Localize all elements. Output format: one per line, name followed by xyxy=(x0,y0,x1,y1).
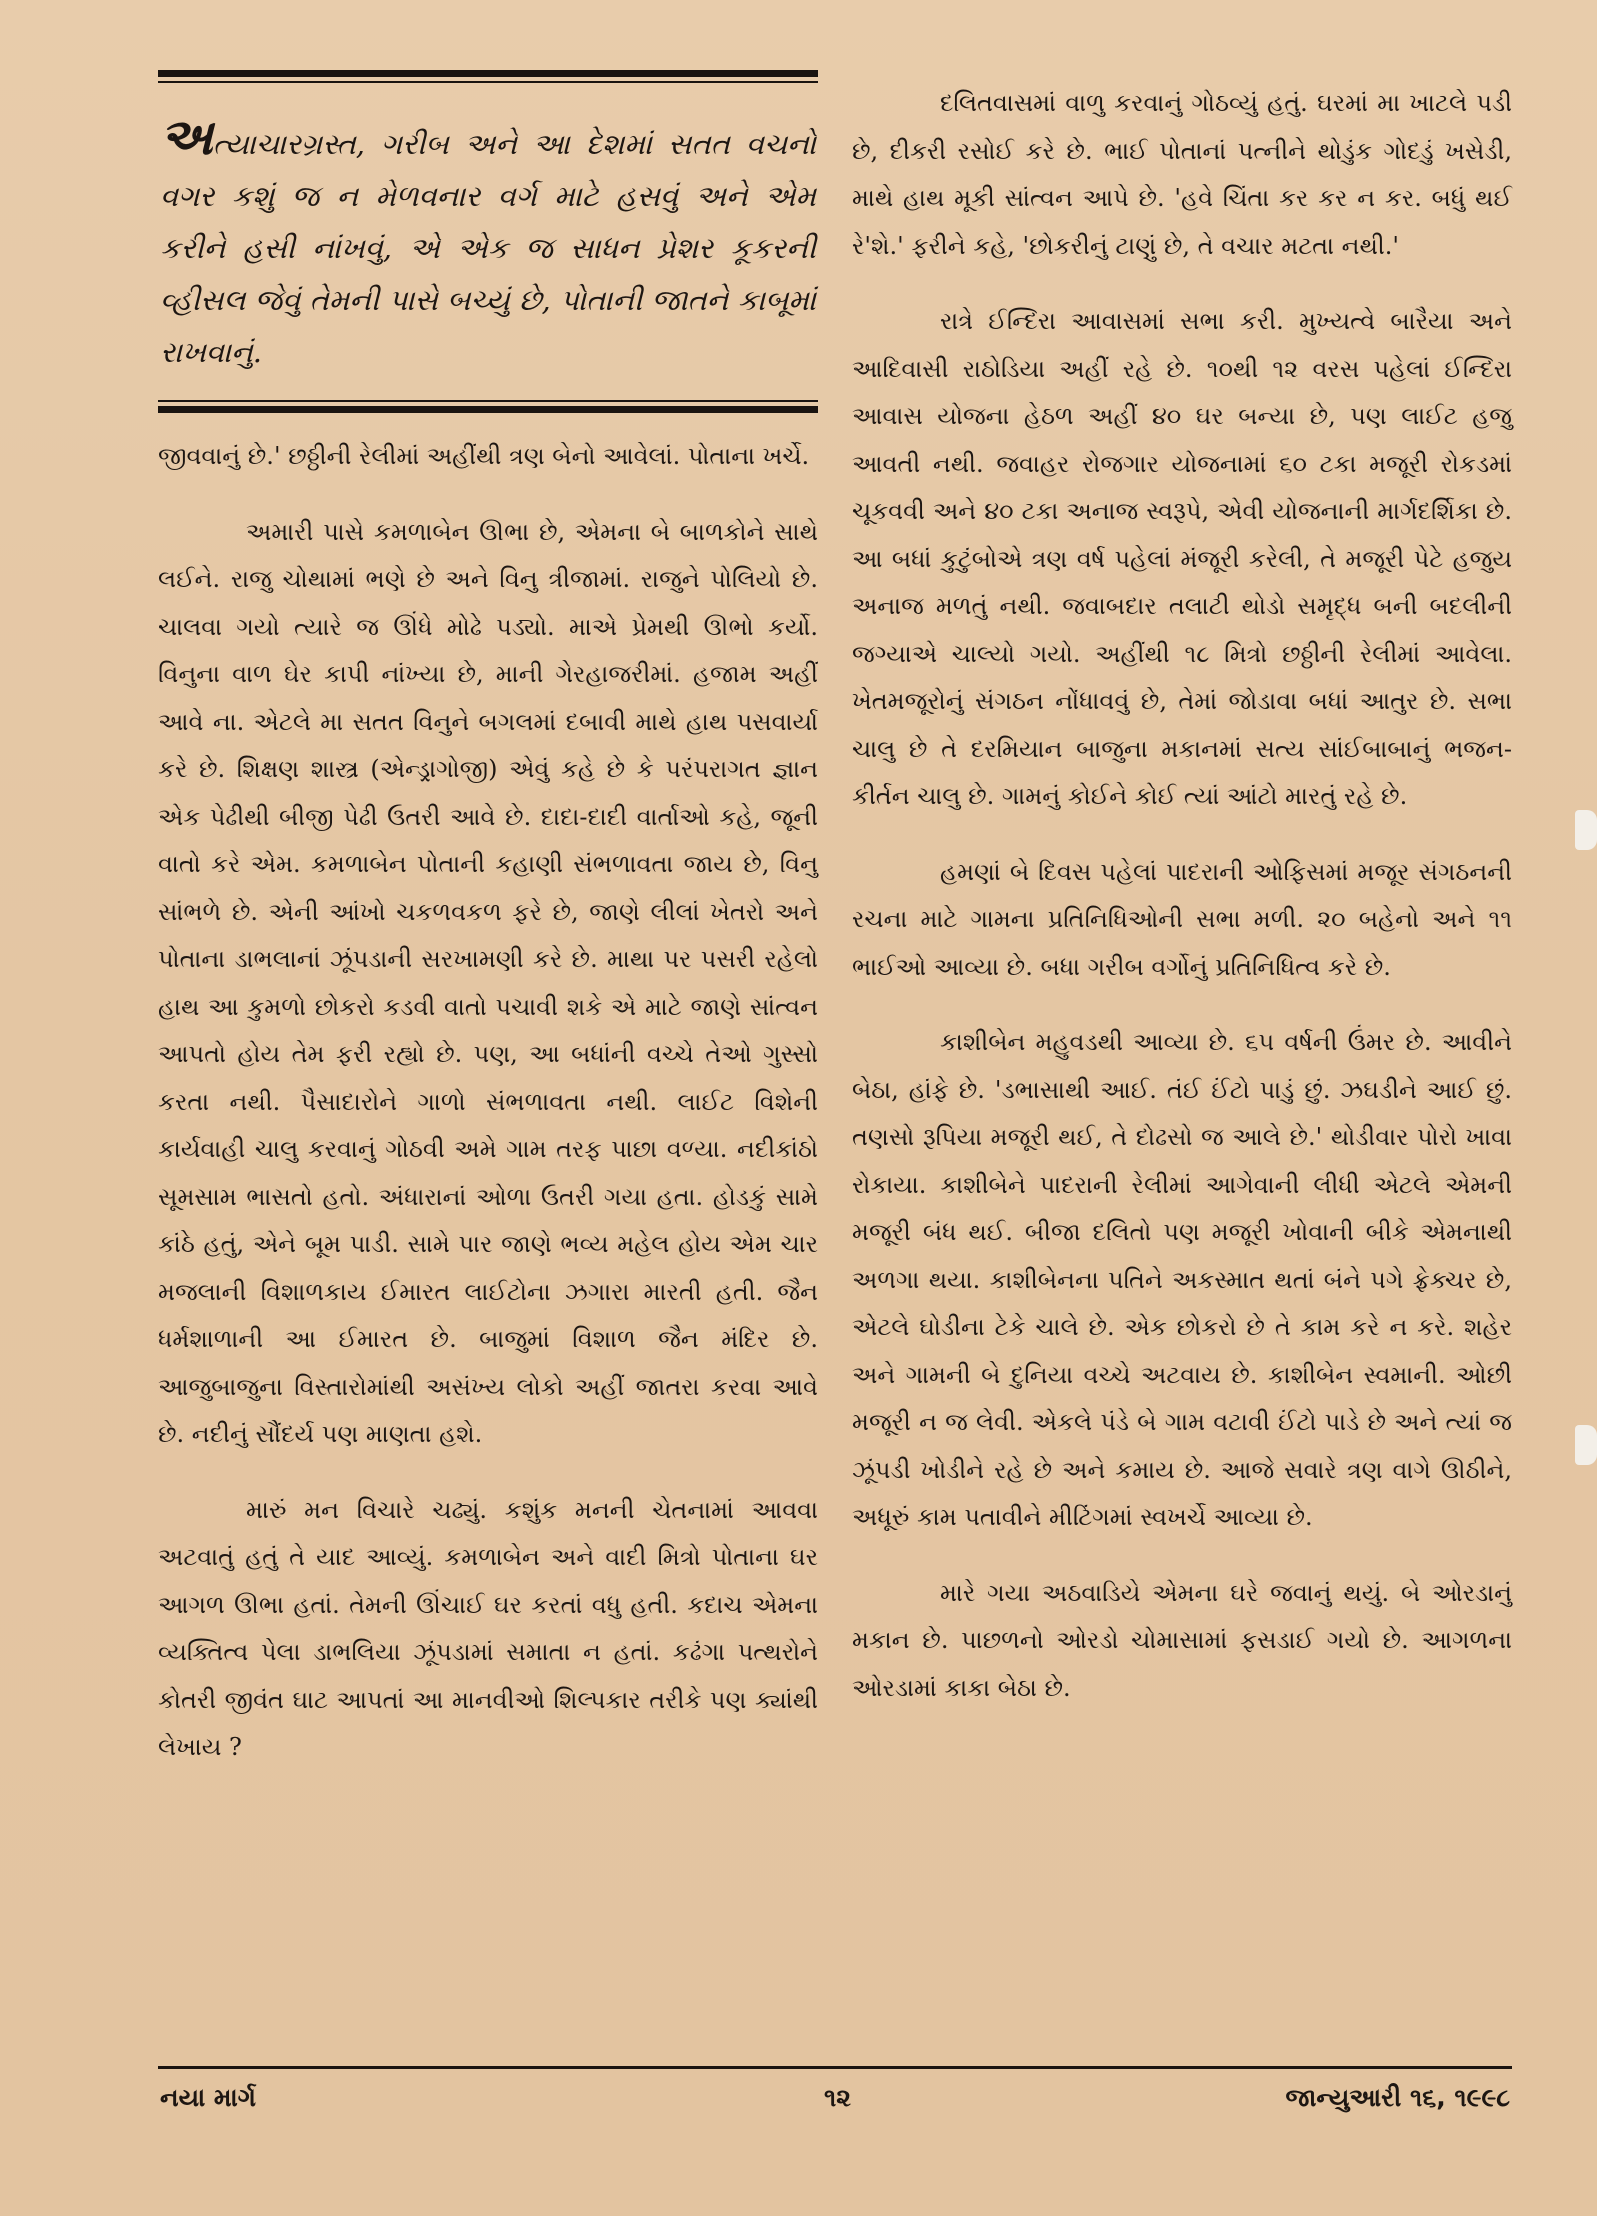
right-column xyxy=(852,80,1512,1740)
left-paragraph: મારું મન વિચારે ચઢ્યું. કશુંક મનની ચેતનામાં આવવા અટવાતું હતું તે યાદ આવ્યું. કમળાબેન અને વાદી મિત્રો પોતાના ઘર આગળ ઊભા હતાં. તેમની ઊંચાઈ ઘર કરતાં વધુ હતી. કદાચ એમના વ્યક્તિત્વ પેલા ડાભલિયા ઝૂંપડામાં સમાતા ન હતાં. કઢંગા પત્થરોને કોતરી જીવંત ઘાટ આપતાં આ માનવીઓ શિલ્પકાર તરીકે પણ ક્યાંથી લેખાય ? xyxy=(158,1495,818,1761)
pullquote-bottom-rule xyxy=(158,406,818,413)
left-paragraph: અમારી પાસે કમળાબેન ઊભા છે, એમના બે બાળકોને સાથે લઈને. રાજુ ચોથામાં ભણે છે અને વિનુ ત્રીજામાં. રાજુને પોલિયો છે. ચાલવા ગયો ત્યારે જ ઊંધે મોઢે પડ્યો. માએ પ્રેમથી ઊભો કર્યો. વિનુના વાળ ઘેર કાપી નાંખ્યા છે, માની ગેરહાજરીમાં. હજામ અહીં આવે ના. એટલે મા સતત વિનુને બગલમાં દબાવી માથે હાથ પસવાર્યા કરે છે. શિક્ષણ શાસ્ત્ર (એન્ડ્રાગોજી) એવું કહે છે કે પરંપરાગત જ્ઞાન એક પેઢીથી બીજી પેઢી ઉતરી આવે છે. દાદા-દાદી વાર્તાઓ કહે, જૂની વાતો કરે એમ. કમળાબેન પોતાની કહાણી સંભળાવતા જાય છે, વિનુ સાંભળે છે. એની આંખો ચકળવકળ ફરે છે, જાણે લીલાં ખેતરો અને પોતાના ડાભલાનાં ઝૂંપડાની સરખામણી કરે છે. માથા પર પસરી રહેલો હાથ આ કુમળો છોકરો કડવી વાતો પચાવી શકે એ માટે જાણે સાંત્વન આપતો હોય તેમ ફરી રહ્યો છે. પણ, આ બધાંની વચ્ચે તેઓ ગુસ્સો કરતા નથી. પૈસાદારોને ગાળો સંભળાવતા નથી. લાઈટ વિશેની કાર્યવાહી ચાલુ કરવાનું ગોઠવી અમે ગામ તરફ પાછા વળ્યા. નદીકાંઠો સૂમસામ ભાસતો હતો. અંધારાનાં ઓળા ઉતરી ગયા હતા. હોડકું સામે કાંઠે હતું, એને બૂમ પાડી. સામે પાર જાણે ભવ્ય મહેલ હોય એમ ચાર મજલાની વિશાળકાય ઈમારત લાઈટોના ઝગારા મારતી હતી. જૈન ધર્મશાળાની આ ઈમારત છે. બાજુમાં વિશાળ જૈન મંદિર છે. આજુબાજુના વિસ્તારોમાંથી અસંખ્ય લોકો અહીં જાતરા કરવા આવે છે. નદીનું સૌંદર્ય પણ માણતા હશે. xyxy=(158,517,818,1448)
right-paragraph: દલિતવાસમાં વાળુ કરવાનું ગોઠવ્યું હતું. ઘરમાં મા ખાટલે પડી છે, દીકરી રસોઈ કરે છે. ભાઈ પોતાનાં પત્નીને થોડુંક ગોદડું ખસેડી, માથે હાથ મૂકી સાંત્વન આપે છે. 'હવે ચિંતા કર કર ન કર. બધું થઈ રે'શે.' ફરીને કહે, 'છોકરીનું ટાણું છે, તે વચાર મટતા નથી.' xyxy=(852,89,1512,260)
pullquote-dropcap: અ xyxy=(160,107,213,166)
pullquote-top-rule xyxy=(158,70,818,77)
binding-hole xyxy=(1575,810,1597,850)
page-footer xyxy=(158,2066,1512,2119)
pullquote-text: ત્યાચારગ્રસ્ત, ગરીબ અને આ દેશમાં સતત વચનો વગર કશું જ ન મેળવનાર વર્ગ માટે હસવું અને એમ કરીને હસી નાંખવું, એ એક જ સાધન પ્રેશર કૂકરની વ્હીસલ જેવું તેમની પાસે બચ્યું છે, પોતાની જાતને કાબૂમાં રાખવાનું. xyxy=(160,127,816,369)
right-paragraph: રાત્રે ઈન્દિરા આવાસમાં સભા કરી. મુખ્યત્વે બારૈયા અને આદિવાસી રાઠોડિયા અહીં રહે છે. ૧૦થી ૧૨ વરસ પહેલાં ઈન્દિરા આવાસ યોજના હેઠળ અહીં ૪૦ ઘર બન્યા છે, પણ લાઈટ હજુ આવતી નથી. જવાહર રોજગાર યોજનામાં ૬૦ ટકા મજૂરી રોકડમાં ચૂકવવી અને ૪૦ ટકા અનાજ સ્વરૂપે, એવી યોજનાની માર્ગદર્શિકા છે. આ બધાં કુટુંબોએ ત્રણ વર્ષ પહેલાં મંજૂરી કરેલી, તે મજૂરી પેટે હજુય અનાજ મળતું નથી. જવાબદાર તલાટી થોડો સમૃદ્ધ બની બદલીની જગ્યાએ ચાલ્યો ગયો. અહીંથી ૧૮ મિત્રો છઠ્ઠીની રેલીમાં આવેલા. ખેતમજૂરોનું સંગઠન નોંધાવવું છે, તેમાં જોડાવા બધાં આતુર છે. સભા ચાલુ છે તે દરમિયાન બાજુના મકાનમાં સત્ય સાંઈબાબાનું ભજન-કીર્તન ચાલુ છે. ગામનું કોઈને કોઈ ત્યાં આંટો મારતું રહે છે. xyxy=(852,307,1512,810)
publication-name: નયા માર્ગ xyxy=(160,2083,256,2112)
issue-date: જાન્યુઆરી ૧૬, ૧૯૯૮ xyxy=(1285,2083,1510,2112)
pullquote-bottom-rule-thin xyxy=(158,400,818,402)
left-paragraph: જીવવાનું છે.' છઠ્ઠીની રેલીમાં અહીંથી ત્રણ બેનો આવેલાં. પોતાના ખર્ચે. xyxy=(158,442,810,470)
right-paragraph: હમણાં બે દિવસ પહેલાં પાદરાની ઓફિસમાં મજૂર સંગઠનની રચના માટે ગામના પ્રતિનિધિઓની સભા મળી. ૨૦ બહેનો અને ૧૧ ભાઈઓ આવ્યા છે. બધા ગરીબ વર્ગોનું પ્રતિનિધિત્વ કરે છે. xyxy=(852,857,1512,981)
footer-row xyxy=(158,2069,1512,2119)
page-number: ૧૨ xyxy=(824,2083,851,2112)
pullquote xyxy=(158,83,818,400)
left-column xyxy=(158,70,818,1800)
binding-hole xyxy=(1575,1425,1597,1465)
right-paragraph: કાશીબેન મહુવડથી આવ્યા છે. ૬૫ વર્ષની ઉંમર છે. આવીને બેઠા, હાંફે છે. 'ડભાસાથી આઈ. તંઈ ઈંટો પાડું છું. ઝઘડીને આઈ છું. તણસો રૂપિયા મજૂરી થઈ, તે દોઢસો જ આલે છે.' થોડીવાર પોરો ખાવા રોકાયા. કાશીબેને પાદરાની રેલીમાં આગેવાની લીધી એટલે એમની મજૂરી બંધ થઈ. બીજા દલિતો પણ મજૂરી ખોવાની બીકે એમનાથી અળગા થયા. કાશીબેનના પતિને અકસ્માત થતાં બંને પગે ફ્રેક્ચર છે, એટલે ઘોડીના ટેકે ચાલે છે. એક છોકરો છે તે કામ કરે ન કરે. શહેર અને ગામની બે દુનિયા વચ્ચે અટવાય છે. કાશીબેન સ્વમાની. ઓછી મજૂરી ન જ લેવી. એકલે પંડે બે ગામ વટાવી ઈંટો પાડે છે અને ત્યાં જ ઝૂંપડી ખોડીને રહે છે અને કમાય છે. આજે સવારે ત્રણ વાગે ઊઠીને, અધૂરું કામ પતાવીને મીટિંગમાં સ્વખર્ચે આવ્યા છે. xyxy=(852,1028,1512,1531)
right-paragraph: મારે ગયા અઠવાડિયે એમના ઘરે જવાનું થયું. બે ઓરડાનું મકાન છે. પાછળનો ઓરડો ચોમાસામાં ફસડાઈ ગયો છે. આગળના ઓરડામાં કાકા બેઠા છે. xyxy=(852,1578,1512,1702)
